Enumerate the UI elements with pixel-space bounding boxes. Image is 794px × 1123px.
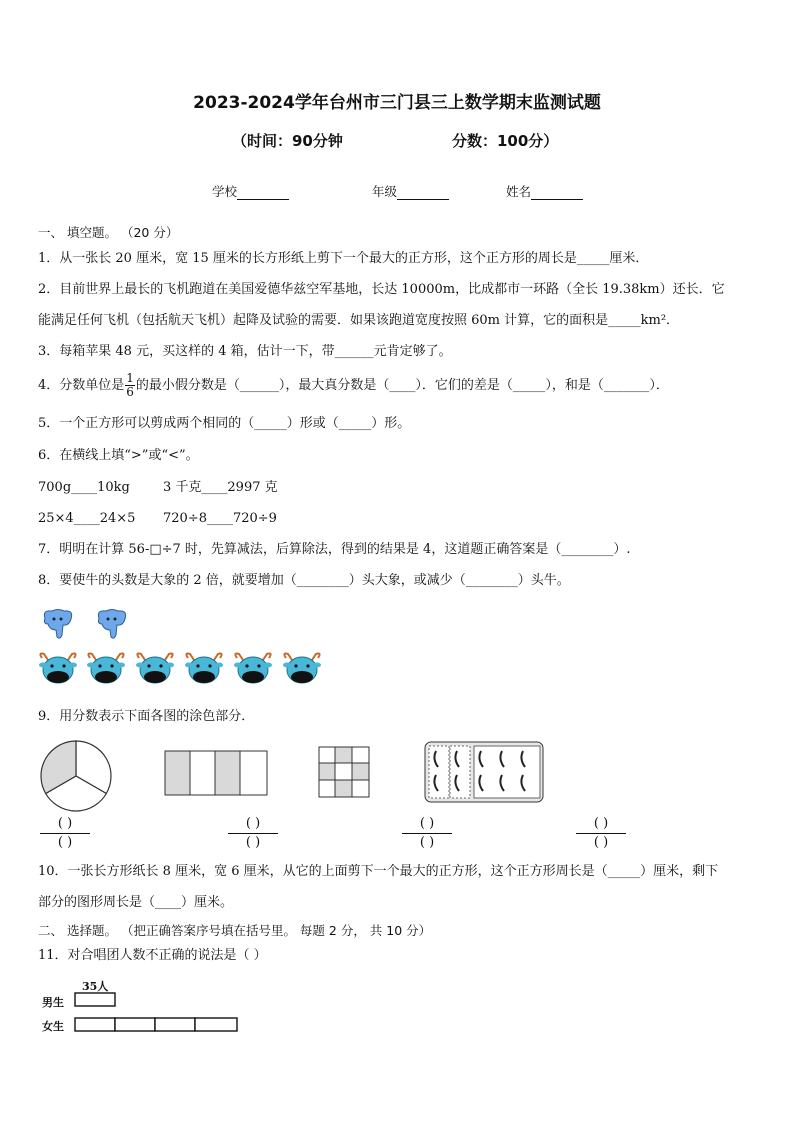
question-5: 5．一个正方形可以剪成两个相同的（_____）形或（_____）形。 bbox=[38, 416, 411, 431]
boys-label: 男生 bbox=[42, 996, 64, 1009]
total-score: 分数：100分） bbox=[452, 132, 559, 150]
exam-title: 2023-2024学年台州市三门县三上数学期末监测试题 bbox=[193, 93, 601, 113]
school-label: 学校 bbox=[212, 184, 238, 199]
name-field bbox=[506, 182, 583, 200]
compare-2b: 720÷8____720÷9 bbox=[163, 511, 277, 526]
blank-numerator: ( ) bbox=[419, 816, 435, 831]
section1-heading: 一、 填空题。 （20 分） bbox=[38, 225, 179, 240]
blank-numerator: ( ) bbox=[57, 816, 73, 831]
elephant-icon bbox=[98, 610, 125, 639]
answer-fraction-1[interactable] bbox=[40, 816, 90, 851]
name-label: 姓名 bbox=[506, 184, 532, 199]
grade-label: 年级 bbox=[372, 184, 398, 199]
cow-icon bbox=[234, 654, 272, 684]
elephant-icons bbox=[40, 608, 150, 642]
blank-denominator: ( ) bbox=[419, 835, 435, 850]
name-blank[interactable] bbox=[531, 187, 583, 200]
blank-denominator: ( ) bbox=[57, 835, 73, 850]
unit-fraction bbox=[125, 372, 135, 399]
grade-field bbox=[372, 182, 449, 200]
question-4 bbox=[38, 372, 669, 399]
question-9-stem: 9．用分数表示下面各图的涂色部分． bbox=[38, 709, 255, 724]
question-2-line1: 2．目前世界上最长的飞机跑道在美国爱德华兹空军基地，长达 10000m，比成都市一环路（全长 19.38km）还长．它 bbox=[38, 282, 725, 297]
question-11-stem: 11．对合唱团人数不正确的说法是（ ） bbox=[38, 948, 267, 963]
girls-label: 女生 bbox=[42, 1020, 64, 1033]
bar-count-label: 35人 bbox=[82, 980, 109, 993]
shaded-rectangle bbox=[164, 750, 268, 796]
blank-numerator: ( ) bbox=[593, 816, 609, 831]
school-blank[interactable] bbox=[237, 187, 289, 200]
grade-blank[interactable] bbox=[397, 187, 449, 200]
compare-1b: 3 千克____2997 克 bbox=[163, 480, 278, 495]
question-10-line1: 10．一张长方形纸长 8 厘米，宽 6 厘米，从它的上面剪下一个最大的正方形，这个正方形周长是（_____）厘米，剩下 bbox=[38, 864, 719, 879]
blank-numerator: ( ) bbox=[245, 816, 261, 831]
girls-bar-segment bbox=[75, 1018, 115, 1031]
compare-2a: 25×4____24×5 bbox=[38, 511, 136, 526]
elephant-icon bbox=[44, 610, 71, 639]
blank-denominator: ( ) bbox=[245, 835, 261, 850]
answer-fraction-4[interactable] bbox=[576, 816, 626, 851]
cow-icon bbox=[87, 654, 125, 684]
question-3: 3．每箱苹果 48 元，买这样的 4 箱，估计一下，带______元肯定够了。 bbox=[38, 344, 452, 359]
time-limit: （时间：90分钟 bbox=[232, 132, 343, 150]
cow-icon bbox=[283, 654, 321, 684]
section2-heading: 二、 选择题。 （把正确答案序号填在括号里。 每题 2 分， 共 10 分） bbox=[38, 923, 432, 938]
question-1: 1．从一张长 20 厘米，宽 15 厘米的长方形纸上剪下一个最大的正方形，这个正方形的周长是_____厘米． bbox=[38, 251, 649, 266]
girls-bar-segment bbox=[115, 1018, 155, 1031]
question-10-line2: 部分的图形周长是（____）厘米。 bbox=[38, 895, 234, 910]
compare-1a: 700g____10kg bbox=[38, 480, 130, 495]
q4-prefix: 4．分数单位是 bbox=[38, 378, 125, 393]
cow-icon bbox=[185, 654, 223, 684]
answer-fraction-3[interactable] bbox=[402, 816, 452, 851]
fraction-numerator: 1 bbox=[126, 371, 134, 385]
question-2-line2: 能满足任何飞机（包括航天飞机）起降及试验的需要．如果该跑道宽度按照 60m 计算，它的面积是_____km²． bbox=[38, 313, 680, 328]
question-6-stem: 6．在横线上填“>”或“<”。 bbox=[38, 448, 199, 463]
question-7: 7．明明在计算 56-□÷7 时，先算减法，后算除法，得到的结果是 4，这道题正确答案是（________）. bbox=[38, 542, 631, 557]
blank-denominator: ( ) bbox=[593, 835, 609, 850]
q4-suffix: 的最小假分数是（______），最大真分数是（____）．它们的差是（_____），和是（_______）． bbox=[135, 378, 669, 393]
choir-bar-diagram bbox=[74, 992, 244, 1034]
banana-tray bbox=[424, 741, 544, 803]
fraction-denominator: 6 bbox=[126, 385, 134, 399]
shaded-grid bbox=[318, 746, 370, 798]
answer-fraction-2[interactable] bbox=[228, 816, 278, 851]
cow-icons bbox=[38, 650, 328, 690]
shaded-circle bbox=[40, 740, 112, 812]
girls-bar-segment bbox=[155, 1018, 195, 1031]
question-8: 8．要使牛的头数是大象的 2 倍，就要增加（________）头大象，或减少（________）头牛。 bbox=[38, 573, 570, 588]
cow-icon bbox=[136, 654, 174, 684]
cow-icon bbox=[39, 654, 77, 684]
girls-bar-segment bbox=[195, 1018, 237, 1031]
boys-bar bbox=[75, 993, 115, 1006]
school-field bbox=[212, 182, 289, 200]
